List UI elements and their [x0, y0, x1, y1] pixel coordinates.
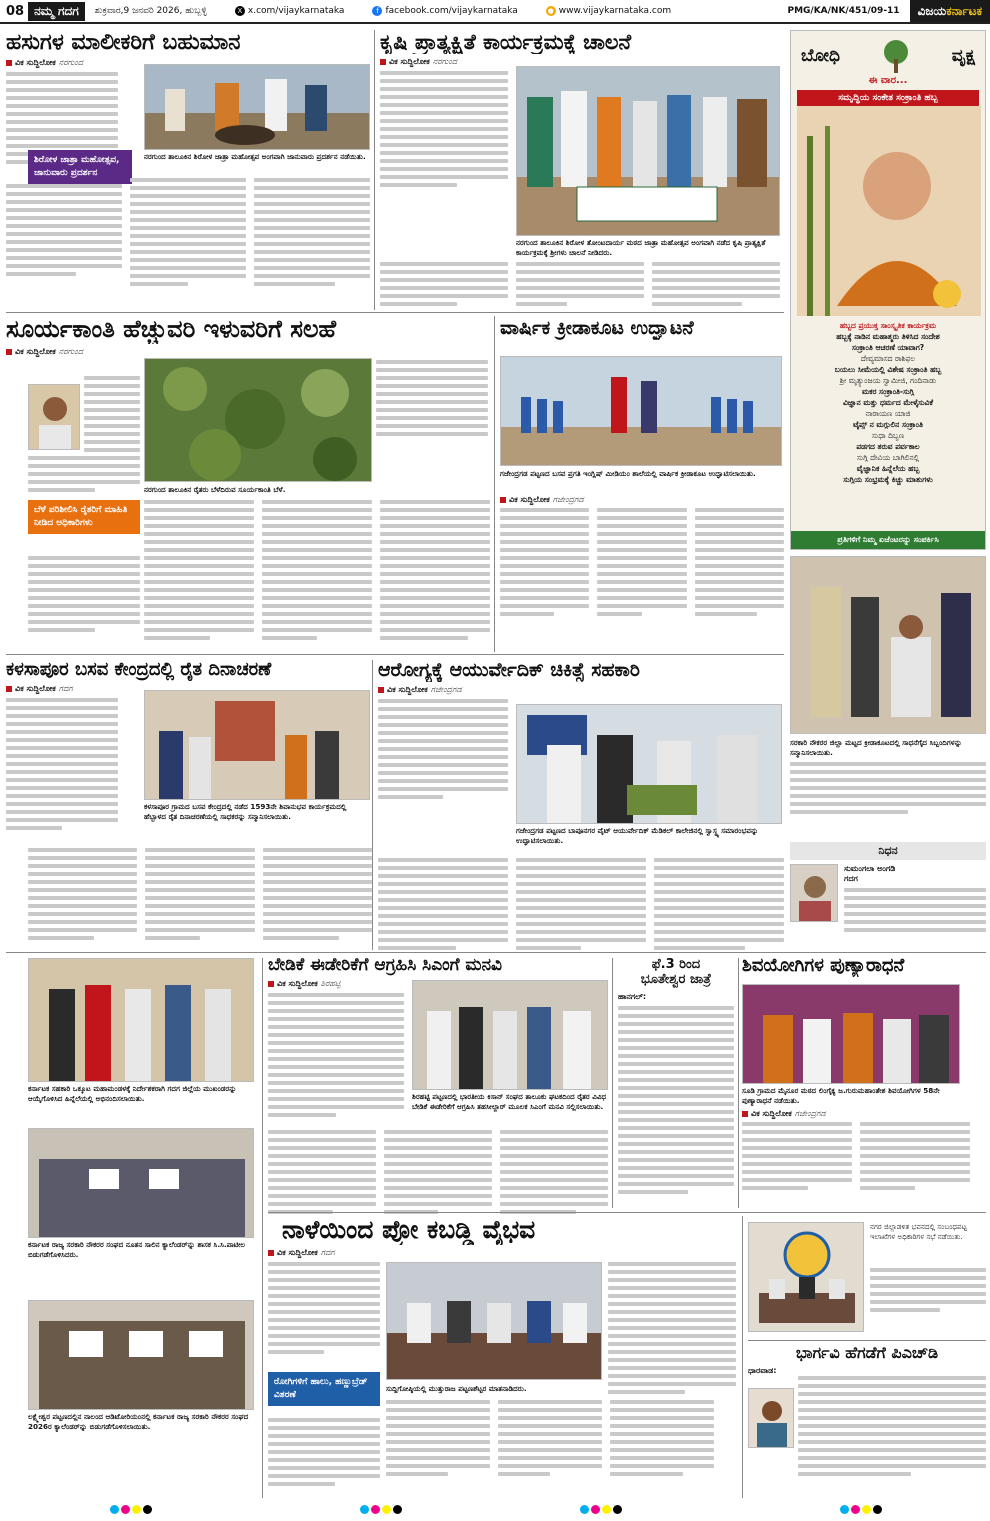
- photo-cattle-show: [144, 64, 370, 150]
- byline: ವಿಕ ಸುದ್ದಿಲೋಕ ನರಗುಂದ: [380, 57, 782, 67]
- story-shivayogi-body: ವಿಕ ಸುದ್ದಿಲೋಕ ಗಜೇಂದ್ರಗಡ: [742, 1106, 986, 1190]
- story-bedike-body: [268, 1130, 608, 1214]
- obituary: [790, 842, 986, 946]
- color-registration-marks: [840, 1505, 882, 1514]
- promo-item: ವೈಜ್ಞಾನಿಕ ಹಿನ್ನೆಲೆಯ ಹಬ್ಬ: [856, 464, 920, 473]
- headline: ಕೃಷಿ ಪ್ರಾತ್ಯಕ್ಷಿತೆ ಕಾರ್ಯಕ್ರಮಕ್ಕೆ ಚಾಲನೆ: [380, 30, 632, 54]
- dateline: ಹಾನಗಲ್:: [618, 991, 647, 1001]
- byline: ವಿಕ ಸುದ್ದಿಲೋಕ ಗದಗ: [6, 684, 368, 694]
- photo-caption: ಸೂಡಿ ಗ್ರಾಮದ ಮೈನೂರ ಮಠದ ಲಿಂಗೈಕ್ಯ ಜ.ಗುರುಮಹಾಂತೇಶ ಶಿವಯೋಗಿಗಳ 58ನೇ ಪುಣ್ಯಾರಾಧನೆ ನಡೆಯಿತು.: [742, 1086, 940, 1105]
- photo-caption: ನರಗುಂದ ತಾಲೂಕಿನ ಶಿರೋಳ ಜಾತ್ರಾ ಮಹೋತ್ಸವ ಅಂಗವಾಗಿ ಜಾನುವಾರು ಪ್ರದರ್ಶನ ನಡೆಯಿತು.: [144, 152, 366, 161]
- photo-farmers-day: [144, 690, 370, 800]
- promo-item: ಶ್ರೀ ಮೃತ್ಯುಂಜಯ ಸ್ವಾಮೀಜಿ, ಗಂದಿನಾಡು: [839, 376, 937, 385]
- promo-item: ಮಕರ ಸಂಕ್ರಾಂತಿ-ಸುಗ್ಗಿ: [861, 387, 915, 396]
- photo-sankranti: [797, 106, 979, 316]
- photo-agri-demo: [516, 66, 780, 236]
- date-place: ಶುಕ್ರವಾರ,9 ಜನವರಿ 2026, ಹುಬ್ಬಳ್ಳಿ: [94, 6, 207, 16]
- bhargavi-photo: [748, 1388, 794, 1448]
- promo-item: ಸುಗ್ಗಿ ದೇವಿಯ ಬಾಗಿಲಿನಲ್ಲಿ: [856, 453, 920, 462]
- promo-title-b: ವೃಕ್ಷ: [951, 46, 975, 66]
- x-icon: X: [235, 6, 245, 16]
- callout-box: ರೋಗಿಗಳಿಗೆ ಹಾಲು, ಹಣ್ಣುಬ್ರೆಡ್ ವಿತರಣೆ: [268, 1372, 380, 1406]
- byline: ವಿಕ ಸುದ್ದಿಲೋಕ ನರಗುಂದ: [6, 347, 492, 357]
- page-header: [0, 0, 990, 24]
- photo-memorandum: [412, 980, 608, 1090]
- callout-box: ಬೆಳೆ ಪರಿಶೀಲಿಸಿ ರೈತರಿಗೆ ಮಾಹಿತಿ ನೀಡಿದ ಅಧಿಕಾರಿಗಳು: [28, 500, 140, 534]
- color-registration-marks: [360, 1505, 402, 1514]
- promo-item: ನಾರಾಯಣ ಯಾಜಿ: [865, 409, 911, 418]
- promo-item: ಹಬ್ಬಕ್ಕೆ ನಾಡಿನ ಮಹಾತ್ಮರು ತಿಳಿಸಿದ ಸಂದೇಶ: [836, 332, 940, 341]
- photo-sports-meet: [500, 356, 782, 466]
- obituary-place: ಗದಗ: [844, 874, 858, 883]
- photo-caption: ಸುದ್ದಿಗೋಷ್ಠಿಯಲ್ಲಿ ಮುತ್ತುರಾಜ ಪಟ್ಟಣಶೆಟ್ಟರ ಮಾತನಾಡಿದರು.: [386, 1384, 527, 1393]
- brand-logo: ವಿಜಯಕರ್ನಾಟಕ: [910, 0, 990, 22]
- globe-icon: ●: [547, 7, 554, 15]
- story-arogya-body: [378, 858, 784, 950]
- headline: ಬೇಡಿಕೆ ಈಡೇರಿಕೆಗೆ ಆಗ್ರಹಿಸಿ ಸಿಎಂಗೆ ಮನವಿ: [268, 956, 503, 975]
- story-hasugala-body: [6, 178, 370, 308]
- registration-number: PMG/KA/NK/451/09-11: [787, 6, 900, 16]
- headline: ಫೆ.3 ರಿಂದ: [651, 958, 701, 972]
- byline: ವಿಕ ಸುದ್ದಿಲೋಕ ನರಗುಂದ: [6, 58, 370, 68]
- photo-press-meet: [386, 1262, 602, 1380]
- color-registration-marks: [580, 1505, 622, 1514]
- photo-caption: ನರಗುಂದ ತಾಲೂಕಿನ ರೈತರು ಬೆಳೆದಿರುವ ಸೂರ್ಯಕಾಂತಿ ಬೆಳೆ.: [144, 485, 286, 494]
- obituary-name: ಸುಮಂಗಲಾ ಅಂಗಡಿ: [844, 864, 896, 873]
- photo-punyaradhane: [742, 984, 960, 1084]
- promo-item: ವಿಜ್ಞಾನ ಮತ್ತು ಧರ್ಮದ ಮೇಳೈಸುವಿಕೆ: [842, 398, 934, 407]
- promo-item: ಟೈಪ್ಸ್ ನ ಮಗ್ಗುಲಿನ ಸಂಕ್ರಾಂತಿ: [853, 420, 923, 429]
- photo-sunflower-crop: [144, 358, 372, 482]
- headline: ಭಾರ್ಗವಿ ಹೆಗಡೆಗೆ ಪಿಎಚ್‌ಡಿ: [795, 1344, 939, 1362]
- photo-calendar-release: [28, 1128, 254, 1238]
- photo-calendar-release-2: [28, 1300, 254, 1410]
- photo-caption: ಶಿರಹಟ್ಟಿ ಪಟ್ಟಣದಲ್ಲಿ ಭಾರತೀಯ ಕಿಸಾನ್ ಸಂಘದ ತಾಲೂಕು ಘಟಕದಿಂದ ರೈತರ ವಿವಿಧ ಬೇಡಿಕೆ ಈಡೇರಿಕೆಗೆ ಆಗ್ರಹಿಸಿ ತಹಸೀಲ್ದಾರ್ ಮೂಲಕ ಸಿಎಂಗೆ ಮನವಿ ಸಲ್ಲಿಸಲಾಯಿತು.: [412, 1092, 607, 1111]
- photo-caption: ಕರ್ನಾಟಕ ಸಹಕಾರಿ ಒಕ್ಕೂಟ ಮಹಾಮಂಡಳಕ್ಕೆ ನಿರ್ದೇಶಕರಾಗಿ ಗದಗ ಜಿಲ್ಲೆಯ ಮುಖಂಡರನ್ನು ಆಯ್ಕೆಗೊಳಿಸಿದ ಹಿನ್ನೆಲೆಯಲ್ಲಿ ಅಭಿನಂದಿಸಲಾಯಿತು.: [28, 1084, 237, 1103]
- promo-item: ಸಂಕ್ರಾಂತಿ ಆಚರಣೆ ಯಾವಾಗ?: [851, 343, 925, 352]
- website-link[interactable]: ● www.vijaykarnataka.com: [547, 6, 672, 16]
- byline: ವಿಕ ಸುದ್ದಿಲೋಕ ಗಜೇಂದ್ರಗಡ: [378, 685, 784, 695]
- facebook-icon: f: [372, 6, 382, 16]
- obituary-title: ನಿಧನ: [790, 842, 986, 860]
- headline: ಶಿವಯೋಗಿಗಳ ಪುಣ್ಯಾರಾಧನೆ: [742, 956, 905, 976]
- photo-official-meeting: [748, 1222, 864, 1332]
- photo-portrait: [28, 384, 80, 450]
- headline: ವಾರ್ಷಿಕ ಕ್ರೀಡಾಕೂಟ ಉದ್ಘಾಟನೆ: [500, 318, 694, 339]
- callout-box: ಶಿರೋಳ ಜಾತ್ರಾ ಮಹೋತ್ಸವ, ಜಾನುವಾರು ಪ್ರದರ್ಶನ: [28, 150, 132, 184]
- promo-item: ಸುಗ್ಗಿಯ ಸಂಭ್ರಮಕ್ಕೆ ಕಿಚ್ಚು ಮಾತುಗಳು: [843, 475, 933, 484]
- byline: ವಿಕ ಸುದ್ದಿಲೋಕ ಶಿರಹಟ್ಟಿ: [268, 979, 608, 989]
- story-varshika-body: ವಿಕ ಸುದ್ದಿಲೋಕ ಗಜೇಂದ್ರಗಡ: [500, 492, 784, 616]
- headline-2: ಭೂತೇಶ್ವರ ಜಾತ್ರೆ: [640, 972, 712, 987]
- story-kabaddi-body: [386, 1400, 736, 1476]
- byline: ವಿಕ ಸುದ್ದಿಲೋಕ ಗದಗ: [268, 1248, 738, 1258]
- headline: ಹಸುಗಳ ಮಾಲೀಕರಿಗೆ ಬಹುಮಾನ: [6, 30, 241, 55]
- tree-icon: [876, 39, 916, 73]
- facebook-link[interactable]: f facebook.com/vijaykarnataka: [372, 6, 517, 16]
- photo-caption: ಸರಕಾರಿ ನೌಕರರ ಜಿಲ್ಲಾ ಮಟ್ಟದ ಕ್ರೀಡಾಕೂಟದಲ್ಲಿ ಸಾಧನೆಗೈದ ಸಿಬ್ಬಂದಿಗಳನ್ನು ಸನ್ಮಾನಿಸಲಾಯಿತು.: [790, 738, 962, 757]
- dateline: ಧಾರವಾಡ:: [748, 1366, 777, 1376]
- photo-caption: ಗಜೇಂದ್ರಗಡ ಪಟ್ಟಣದ ಬಾಪೂನಗರ ವೈಟ್ ಆಯುರ್ವೇದಿಕ್ ಮೆಡಿಕಲ್ ಕಾಲೇಜಿನಲ್ಲಿ ಸ್ವಾಸ್ಥ್ಯ ಸಮಾರಂಭವನ್ನು ಉದ್ಘಾಟಿಸಲಾಯಿತು.: [516, 826, 759, 845]
- x-link[interactable]: X x.com/vijaykarnataka: [235, 6, 345, 16]
- photo-caption: ನಗರ ಜಿಲ್ಲಾಡಳಿತ ಭವನದಲ್ಲಿ ಸಂಬಂಧಪಟ್ಟ ಇಲಾಖೆಗಳ ಅಧಿಕಾರಿಗಳ ಸಭೆ ನಡೆಯಿತು.: [870, 1222, 967, 1241]
- story-sooryakanti-body: [144, 500, 490, 640]
- story-krishi-body: [380, 262, 782, 310]
- promo-footer: ಪ್ರತಿಗಳಿಗೆ ನಿಮ್ಮ ಏಜೆಂಟರನ್ನು ಸಂಪರ್ಕಿಸಿ: [791, 531, 985, 549]
- headline: ನಾಳೆಯಿಂದ ಪ್ರೋ ಕಬಡ್ಡಿ ವೈಭವ: [282, 1216, 536, 1244]
- photo-caption: ಕರ್ನಾಟಕ ರಾಜ್ಯ ಸರಕಾರಿ ನೌಕರರ ಸಂಘದ ನೂತನ ಸಾಲಿನ ಕ್ಯಾಲೆಂಡರ್‌ನ್ನು ಶಾಸಕ ಸಿ.ಸಿ.ಪಾಟೀಲ ಬಿಡುಗಡೆಗೊಳಿಸಿದರು.: [28, 1240, 246, 1259]
- story-bhooteshwar: [618, 958, 734, 1208]
- photo-caption: ಕಳಸಾಪೂರ ಗ್ರಾಮದ ಬಸವ ಕೇಂದ್ರದಲ್ಲಿ ನಡೆದ 1593ನೇ ಶಿವಾನುಭವ ಕಾರ್ಯಕ್ರಮದಲ್ಲಿ ಹೆಬ್ಬಾಳದ ರೈತ ದಿನಾಚರಣೆಯಲ್ಲಿ ಸಾಧಕರನ್ನು ಸನ್ಮಾನಿಸಲಾಯಿತು.: [144, 802, 347, 821]
- promo-item: ಬಯಲು ಸೀಮೆಯಲ್ಲಿ ವಿಶೇಷ ಸಂಕ್ರಾಂತಿ ಹಬ್ಬ: [834, 365, 942, 374]
- photo-caption: ಗಜೇಂದ್ರಗಡ ಪಟ್ಟಣದ ಬಸವ ಪ್ರಗತಿ ಇಂಗ್ಲಿಷ್ ಮೀಡಿಯಂ ಶಾಲೆಯಲ್ಲಿ ವಾರ್ಷಿಕ ಕ್ರೀಡಾಕೂಟ ಉದ್ಘಾಟಿಸಲಾಯಿತು.: [500, 469, 756, 478]
- promo-item: ದೇವ್ಯಮಾಸದ ರಾಶಿಫಲ: [860, 354, 916, 363]
- headline: ಸೂರ್ಯಕಾಂತಿ ಹೆಚ್ಚುವರಿ ಇಳುವರಿಗೆ ಸಲಹೆ: [6, 316, 337, 343]
- promo-item: ಪಡಗದ ತರುವ ಪರ್ವಕಾಲ: [856, 442, 920, 451]
- headline: ಕಳಸಾಪೂರ ಬಸವ ಕೇಂದ್ರದಲ್ಲಿ ರೈತ ದಿನಾಚರಣೆ: [6, 660, 272, 680]
- obituary-photo: [790, 864, 838, 922]
- promo-item: ಹಬ್ಬದ ಪ್ರಯುಕ್ತ ಸಾಂಸ್ಕೃತಿಕ ಕಾರ್ಯಕ್ರಮ: [839, 321, 937, 330]
- story-kalasapur-body: [28, 848, 372, 940]
- headline: ಆರೋಗ್ಯಕ್ಕೆ ಆಯುರ್ವೇದಿಕ್ ಚಿಕಿತ್ಸೆ ಸಹಕಾರಿ: [378, 660, 640, 681]
- photo-caption: ಲಕ್ಷ್ಮೇಶ್ವರ ಪಟ್ಟಣದಲ್ಲಿನ ನಾಲಂದ ಆಡಿಟೋರಿಯಂನಲ್ಲಿ ಕರ್ನಾಟಕ ರಾಜ್ಯ ಸರಕಾರಿ ನೌಕರರ ಸಂಘದ 2026ರ ಕ್ಯಾಲೆಂಡರ್‌ನ್ನು ಬಿಡುಗಡೆಗೊಳಿಸಲಾಯಿತು.: [28, 1412, 249, 1431]
- page-number: 08: [6, 3, 25, 19]
- photo-felicitation: [790, 556, 986, 734]
- photo-ayurveda-event: [516, 704, 782, 824]
- promo-subtitle: ಈ ವಾರ...: [868, 75, 908, 86]
- bodhi-vruksha-promo: [790, 30, 986, 550]
- promo-item: ಸುಧಾ ದಿಬ್ಬಣ: [871, 431, 905, 440]
- section-title: ನಮ್ಮ ಗದಗ: [28, 2, 85, 21]
- promo-banner: ಸಮೃದ್ಧಿಯ ಸಂಕೇತ ಸಂಕ್ರಾಂತಿ ಹಬ್ಬ: [797, 90, 979, 106]
- photo-cooperative: [28, 958, 254, 1082]
- promo-title-a: ಬೋಧಿ: [801, 46, 841, 66]
- photo-caption: ನರಗುಂದ ತಾಲೂಕಿನ ಶಿರೋಳ ತೋಂಟದಾರ್ಯ ಮಠದ ಜಾತ್ರಾ ಮಹೋತ್ಸವ ಅಂಗವಾಗಿ ನಡೆದ ಕೃಷಿ ಪ್ರಾತ್ಯಕ್ಷಿತೆ ಕಾರ್ಯಕ್ರಮಕ್ಕೆ ಶ್ರೀಗಳು ಚಾಲನೆ ನೀಡಿದರು.: [516, 238, 766, 257]
- color-registration-marks: [110, 1505, 152, 1514]
